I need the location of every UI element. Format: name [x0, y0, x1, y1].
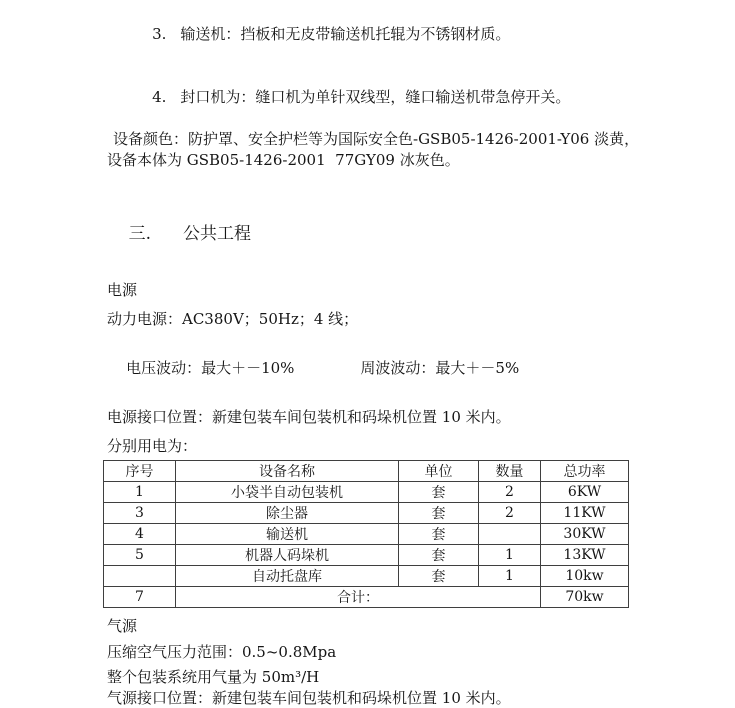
cell-device-name: 输送机 [176, 524, 399, 545]
cell-unit: 套 [399, 545, 479, 566]
cell-index [104, 566, 176, 587]
list-item-4 [107, 66, 735, 129]
cell-device-name: 机器人码垛机 [176, 545, 399, 566]
table-total-row [104, 587, 629, 608]
cell-device-name: 除尘器 [176, 503, 399, 524]
cell-quantity [479, 524, 541, 545]
cell-total-power: 10kw [541, 566, 629, 587]
cell-quantity: 1 [479, 566, 541, 587]
air-interface-line: 气源接口位置：新建包装车间包装机和码垛机位置 10 米内。 [107, 689, 511, 707]
cell-quantity: 2 [479, 503, 541, 524]
cell-index: 4 [104, 524, 176, 545]
list-item-number: 4. [152, 88, 167, 106]
header-cell-total-power: 总功率 [541, 461, 629, 482]
table-row [104, 503, 629, 524]
air-volume-line: 整个包装系统用气量为 50m³/H [107, 668, 320, 686]
table-row [104, 482, 629, 503]
cell-total-power: 30KW [541, 524, 629, 545]
frequency-fluctuation: 周波波动：最大＋－5% [360, 359, 520, 377]
section-title: 公共工程 [183, 224, 252, 244]
header-cell-device-name: 设备名称 [176, 461, 399, 482]
cell-quantity: 1 [479, 545, 541, 566]
cell-unit: 套 [399, 524, 479, 545]
cell-total-label: 合计： [176, 587, 541, 608]
cell-total-power: 70kw [541, 587, 629, 608]
list-item-text: 输送机：挡板和无皮带输送机托辊为不锈钢材质。 [180, 25, 511, 43]
header-cell-index: 序号 [104, 461, 176, 482]
list-item-text: 封口机为：缝口机为单针双线型，缝口输送机带急停开关。 [180, 88, 571, 106]
table-row [104, 545, 629, 566]
header-cell-unit: 单位 [399, 461, 479, 482]
table-row [104, 524, 629, 545]
cell-total-power: 6KW [541, 482, 629, 503]
table-row [104, 566, 629, 587]
equipment-color-line-1: 设备颜色：防护罩、安全护栏等为国际安全色-GSB05-1426-2001-Y06 淡黄， [113, 130, 640, 148]
list-item-number: 3. [152, 25, 167, 43]
table-intro-line: 分别用电为： [107, 437, 198, 455]
equipment-color-line-2: 设备本体为 GSB05-1426-2001 77GY09 冰灰色。 [107, 151, 460, 169]
cell-total-power: 11KW [541, 503, 629, 524]
cell-unit: 套 [399, 503, 479, 524]
air-heading: 气源 [107, 617, 138, 635]
cell-total-power: 13KW [541, 545, 629, 566]
header-cell-quantity: 数量 [479, 461, 541, 482]
cell-index: 5 [104, 545, 176, 566]
cell-index: 7 [104, 587, 176, 608]
fluctuation-line [107, 338, 735, 398]
list-item-3 [107, 3, 735, 66]
cell-index: 1 [104, 482, 176, 503]
power-supply-line: 动力电源：AC380V；50Hz；4 线； [107, 310, 359, 328]
power-usage-table [103, 460, 629, 608]
cell-device-name: 小袋半自动包装机 [176, 482, 399, 503]
section-number: 三. [128, 224, 152, 244]
cell-unit: 套 [399, 482, 479, 503]
section-heading [107, 201, 735, 267]
cell-device-name: 自动托盘库 [176, 566, 399, 587]
cell-quantity: 2 [479, 482, 541, 503]
voltage-fluctuation: 电压波动：最大＋－10% [126, 359, 295, 377]
power-heading: 电源 [107, 281, 138, 299]
cell-index: 3 [104, 503, 176, 524]
power-interface-line: 电源接口位置：新建包装车间包装机和码垛机位置 10 米内。 [107, 408, 511, 426]
table-header-row [104, 461, 629, 482]
air-pressure-line: 压缩空气压力范围：0.5~0.8Mpa [107, 643, 337, 661]
cell-unit: 套 [399, 566, 479, 587]
